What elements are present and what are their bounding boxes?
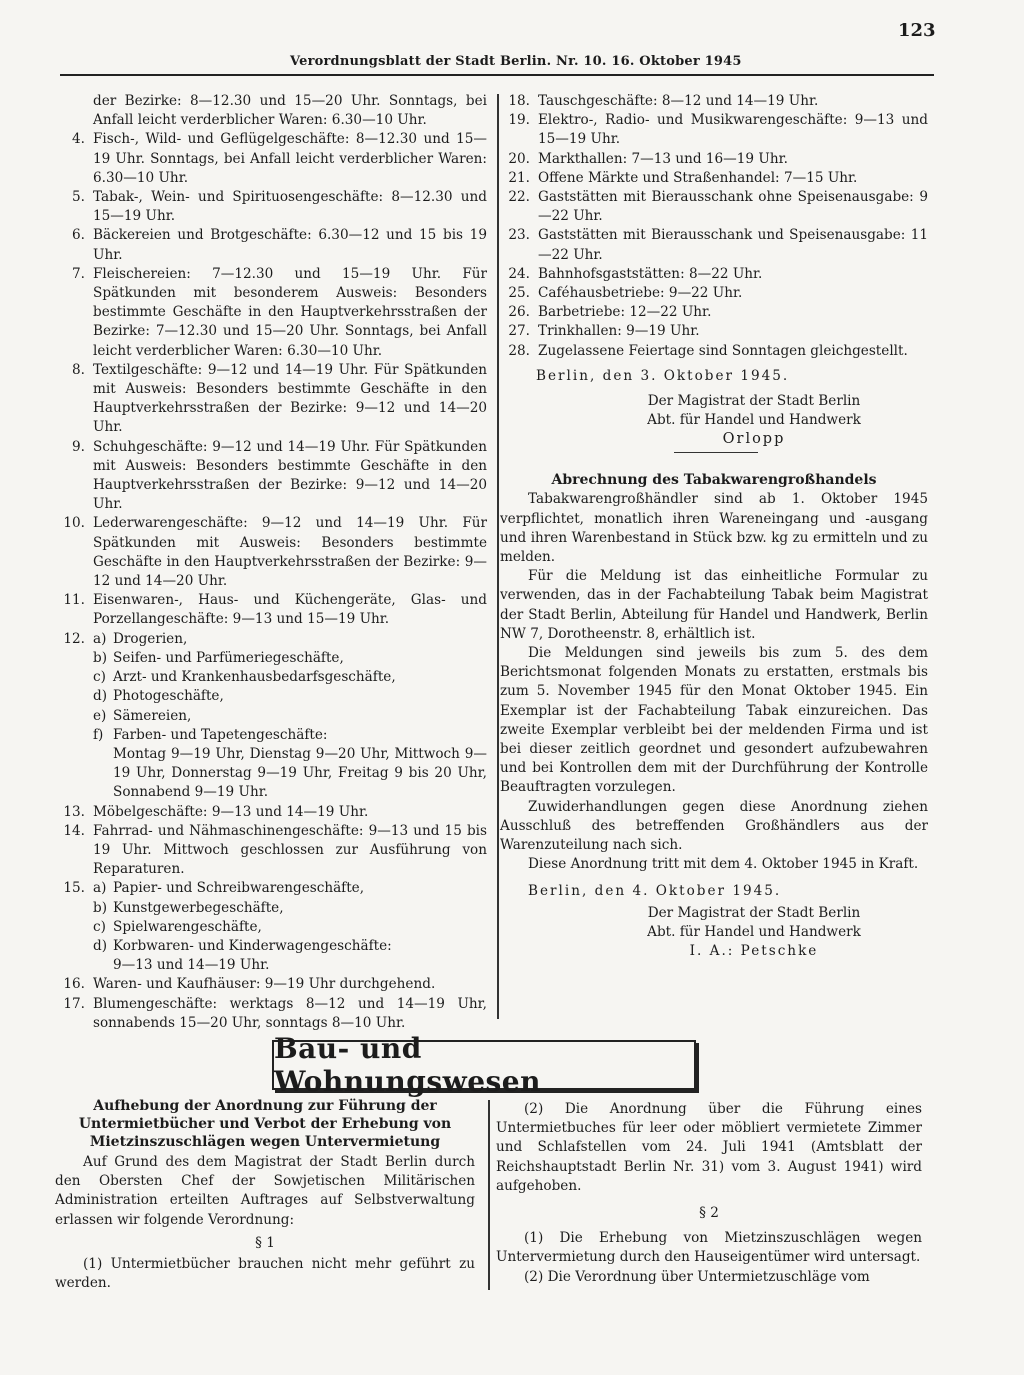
list-item [55,226,487,264]
entry-text: Fisch-, Wild- und Geflügelgeschäfte: 8—12.30 und 15—19 Uhr. Sonntags, bei Anfall leicht verderblicher Waren: 6.30—10 Uhr. [93,131,487,186]
entry-number: 15. [63,880,85,897]
list-item [500,169,928,188]
sub-item-text: Spielwarengeschäfte, [113,918,262,935]
list-item [55,438,487,515]
entry-text: Schuhgeschäfte: 9—12 und 14—19 Uhr. Für Spätkunden mit Ausweis: Besonders bestimmte Geschäfte in den Hauptverkehrsstraßen der Bezirke: 9—12 und 14—20 Uhr. [93,438,487,513]
list-item [55,822,487,880]
entry-list-c [55,975,487,1033]
entry-text: Gaststätten mit Bierausschank ohne Speisenausgabe: 9—22 Uhr. [538,189,928,225]
list-item [55,591,487,629]
entry-number: 25. [508,285,530,302]
sub-item-letter: c) [93,918,106,935]
sub-item-letter: b) [93,899,108,916]
article-paragraph: Für die Meldung ist das einheitliche Formular zu verwenden, das in der Fachabteilung Tabak beim Magistrat der Stadt Berlin, Abteilung für Handel und Handwerk, Berlin NW 7, Dorotheenstr. 8, erhältlich ist. [500,568,928,642]
decree-para-3: (1) Die Erhebung von Mietzinszuschlägen wegen Untervermietung durch den Hauseigentümer wird untersagt. [496,1230,922,1266]
entry-text: Fleischereien: 7—12.30 und 15—19 Uhr. Für Spätkunden mit besonderem Ausweis: Besonders bestimmte Geschäfte in den Hauptverkehrsstraßen der Bezirke: 7—12.30 und 15—20 Uhr. Sonntags, bei Anfall leicht verderblicher Waren: 6.30—10 Uhr. [93,265,487,359]
sub-item [93,879,487,898]
sub-item [93,726,487,745]
list-item [500,111,928,149]
signature-1-line-2: Abt. für Handel und Handwerk [647,412,861,429]
entry-number: 12. [63,630,85,647]
sub-item [93,630,487,649]
right-column [500,92,928,961]
page-header [60,20,940,78]
sub-item [93,707,487,726]
sub-item-text: Kunstgewerbegeschäfte, [113,899,284,916]
article-body [500,490,928,874]
sub-item [93,687,487,706]
entry-text: Bahnhofsgaststätten: 8—22 Uhr. [538,265,763,282]
list-item [55,514,487,591]
entry-number: 11. [63,592,85,609]
sub-item-letter: b) [93,649,108,666]
list-item [500,342,928,361]
entry-12-hours: Montag 9—19 Uhr, Dienstag 9—20 Uhr, Mittwoch 9—19 Uhr, Donnerstag 9—19 Uhr, Freitag 9 bis 20 Uhr, Sonnabend 9—19 Uhr. [113,745,487,801]
list-item [55,803,487,822]
entry-text: Offene Märkte und Straßenhandel: 7—15 Uhr. [538,169,858,186]
list-item [55,361,487,438]
page-number: 123 [898,20,936,41]
list-item [500,284,928,303]
sub-item-text: Drogerien, [113,630,188,647]
entry-12-items [93,630,487,745]
list-item [500,150,928,169]
section-banner: Bau- und Wohnungswesen [272,1040,696,1090]
bottom-left-column [55,1097,475,1293]
signature-2-line-1: Der Magistrat der Stadt Berlin [647,904,861,921]
entry-text: Barbetriebe: 12—22 Uhr. [538,304,712,321]
sub-item [93,918,487,937]
list-item [500,303,928,322]
header-rule [60,74,934,76]
sub-item-text: Seifen- und Parfümeriegeschäfte, [113,649,344,666]
sub-item-letter: e) [93,707,107,724]
article-title: Abrechnung des Tabakwarengroßhandels [551,472,877,489]
signature-2-name: I. A.: Petschke [689,943,819,960]
entry-text: Blumengeschäfte: werktags 8—12 und 14—19 Uhr, sonnabends 15—20 Uhr, sonntags 8—10 Uhr. [93,995,487,1031]
decree-para-2: (2) Die Anordnung über die Führung eines Untermietbuches für leer oder möbliert vermietete Zimmer und Schlafstellen vom 24. Juli 1941 (Amtsblatt der Reichshauptstadt Berlin Nr. 31) vom 3. August 1941) wird aufgehoben. [496,1101,922,1194]
entry-number: 21. [508,169,530,186]
entry-number: 10. [63,515,85,532]
article-paragraph: Zuwiderhandlungen gegen diese Anordnung ziehen Ausschluß des betreffenden Großhändlers aus der Warenzuteilung nach sich. [500,798,928,854]
sub-item-text: Sämereien, [113,707,192,724]
sub-item-text: Korbwaren- und Kinderwagengeschäfte: [113,937,392,954]
list-item [55,265,487,361]
signature-1-name: Orlopp [722,431,786,448]
entry-text: Bäckereien und Brotgeschäfte: 6.30—12 und 15 bis 19 Uhr. [93,227,487,263]
decree-para-1: (1) Untermietbücher brauchen nicht mehr geführt zu werden. [55,1256,475,1292]
entry-number: 18. [508,93,530,109]
entry-number: 9. [72,438,85,455]
entry-list-right [500,92,928,361]
list-item [500,226,928,264]
sub-item [93,937,487,956]
sub-item [93,649,487,668]
entry-list-b [55,803,487,880]
entry-text: Caféhausbetriebe: 9—22 Uhr. [538,285,743,302]
continuation-text: der Bezirke: 8—12.30 und 15—20 Uhr. Sonntags, bei Anfall leicht verderblicher Waren: 6.30—10 Uhr. [93,93,487,129]
list-item [500,188,928,226]
entry-number: 24. [508,265,530,282]
entry-text: Lederwarengeschäfte: 9—12 und 14—19 Uhr. Für Spätkunden mit Ausweis: Besonders bestimmte Geschäfte in den Hauptverkehrsstraßen der Bezirke: 9—12 und 14—20 Uhr. [93,515,487,590]
column-divider-lower [488,1100,490,1290]
entry-number: 17. [63,995,85,1012]
entry-number: 22. [508,189,530,206]
article-paragraph: Tabakwarengroßhändler sind ab 1. Oktober 1945 verpflichtet, monatlich ihren Wareneingang und -ausgang und ihren Warenbestand in Stück bzw. kg zu ermitteln und zu melden. [500,491,928,565]
entry-number: 7. [72,265,85,282]
entry-15 [55,879,487,975]
column-divider-upper [497,94,499,1019]
decree-intro: Auf Grund des dem Magistrat der Stadt Berlin durch den Obersten Chef der Sowjetischen Militärischen Administration erteilten Auftrages auf Selbstverwaltung erlassen wir folgende Verordnung: [55,1154,475,1228]
entry-text: Elektro-, Radio- und Musikwarengeschäfte: 9—13 und 15—19 Uhr. [538,112,928,148]
entry-text: Markthallen: 7—13 und 16—19 Uhr. [538,150,788,167]
decree-para-4: (2) Die Verordnung über Untermietzuschläge vom [524,1268,870,1285]
entry-number: 20. [508,150,530,167]
paragraph-section-1: § 1 [255,1234,275,1251]
paragraph-section-2: § 2 [699,1205,719,1222]
entry-number: 14. [63,822,85,839]
list-item [500,265,928,284]
list-item [55,188,487,226]
entry-text: Tabak-, Wein- und Spirituosengeschäfte: 8—12.30 und 15—19 Uhr. [93,189,487,225]
list-item [500,92,928,111]
list-item [500,322,928,341]
entry-text: Fahrrad- und Nähmaschinengeschäfte: 9—13 und 15 bis 19 Uhr. Mittwoch geschlossen zur Ausführung von Reparaturen. [93,822,487,878]
bottom-right-column [496,1100,922,1287]
list-item [55,995,487,1033]
list-item [55,130,487,188]
dateline-2: Berlin, den 4. Oktober 1945. [528,883,782,900]
sub-item-letter: f) [93,726,104,743]
sub-item-letter: c) [93,669,106,686]
entry-list-a [55,130,487,629]
article-paragraph: Diese Anordnung tritt mit dem 4. Oktober 1945 in Kraft. [528,856,919,873]
entry-15-hours: 9—13 und 14—19 Uhr. [113,957,270,974]
entry-number: 26. [508,304,530,321]
sub-item-letter: a) [93,630,107,647]
entry-text: Tauschgeschäfte: 8—12 und 14—19 Uhr. [538,93,819,109]
entry-text: Trinkhallen: 9—19 Uhr. [538,323,700,340]
sub-item-text: Papier- und Schreibwarengeschäfte, [113,880,365,897]
entry-number: 5. [72,189,85,206]
entry-15-items [93,879,487,956]
entry-number: 4. [72,131,85,148]
entry-text: Gaststätten mit Bierausschank und Speisenausgabe: 11—22 Uhr. [538,227,928,263]
entry-number: 23. [508,227,530,244]
sub-item-text: Photogeschäfte, [113,688,224,705]
sub-item-text: Farben- und Tapetengeschäfte: [113,726,328,743]
left-column [55,92,487,1033]
sub-item-letter: d) [93,688,108,705]
article-paragraph: Die Meldungen sind jeweils bis zum 5. des dem Berichtsmonat folgenden Monats zu erstatten, erstmals bis zum 5. November 1945 für den Monat Oktober 1945. Ein Exemplar ist der Fachabteilung Tabak einzureichen. Das zweite Exemplar verbleibt bei der meldenden Firma und ist bei dieser zeitlich geordnet und gesondert aufzubewahren und bei Kontrollen dem mit der Durchführung der Kontrolle Beauftragten vorzulegen. [500,644,928,796]
entry-12 [55,630,487,803]
entry-number: 16. [63,976,85,993]
entry-text: Zugelassene Feiertage sind Sonntagen gleichgestellt. [538,342,908,359]
entry-text: Möbelgeschäfte: 9—13 und 14—19 Uhr. [93,803,369,820]
dateline-1: Berlin, den 3. Oktober 1945. [536,367,790,384]
signature-2-line-2: Abt. für Handel und Handwerk [647,923,861,940]
sub-item [93,899,487,918]
entry-number: 8. [72,361,85,378]
sub-item-text: Arzt- und Krankenhausbedarfsgeschäfte, [113,669,396,686]
entry-number: 6. [72,227,85,244]
decree-title: Aufhebung der Anordnung zur Führung der Untermietbücher und Verbot der Erhebung von Mietzinszuschlägen wegen Untervermietung [78,1098,452,1150]
entry-text: Waren- und Kaufhäuser: 9—19 Uhr durchgehend. [93,976,436,993]
entry-number: 28. [508,342,530,359]
signature-1-line-1: Der Magistrat der Stadt Berlin [647,393,861,410]
entry-text: Eisenwaren-, Haus- und Küchengeräte, Glas- und Porzellangeschäfte: 9—13 und 15—19 Uhr. [93,592,487,628]
sub-item-letter: d) [93,937,108,954]
entry-text: Textilgeschäfte: 9—12 und 14—19 Uhr. Für Spätkunden mit Ausweis: Besonders bestimmte Geschäfte in den Hauptverkehrsstraßen der Bezirke: 9—12 und 14—20 Uhr. [93,361,487,436]
entry-number: 19. [508,112,530,129]
running-title: Verordnungsblatt der Stadt Berlin. Nr. 10. 16. Oktober 1945 [290,54,742,69]
sub-item [93,668,487,687]
list-item [55,975,487,994]
entry-number: 27. [508,323,530,340]
entry-number: 13. [63,803,85,820]
signature-rule [674,452,758,454]
sub-item-letter: a) [93,880,107,897]
